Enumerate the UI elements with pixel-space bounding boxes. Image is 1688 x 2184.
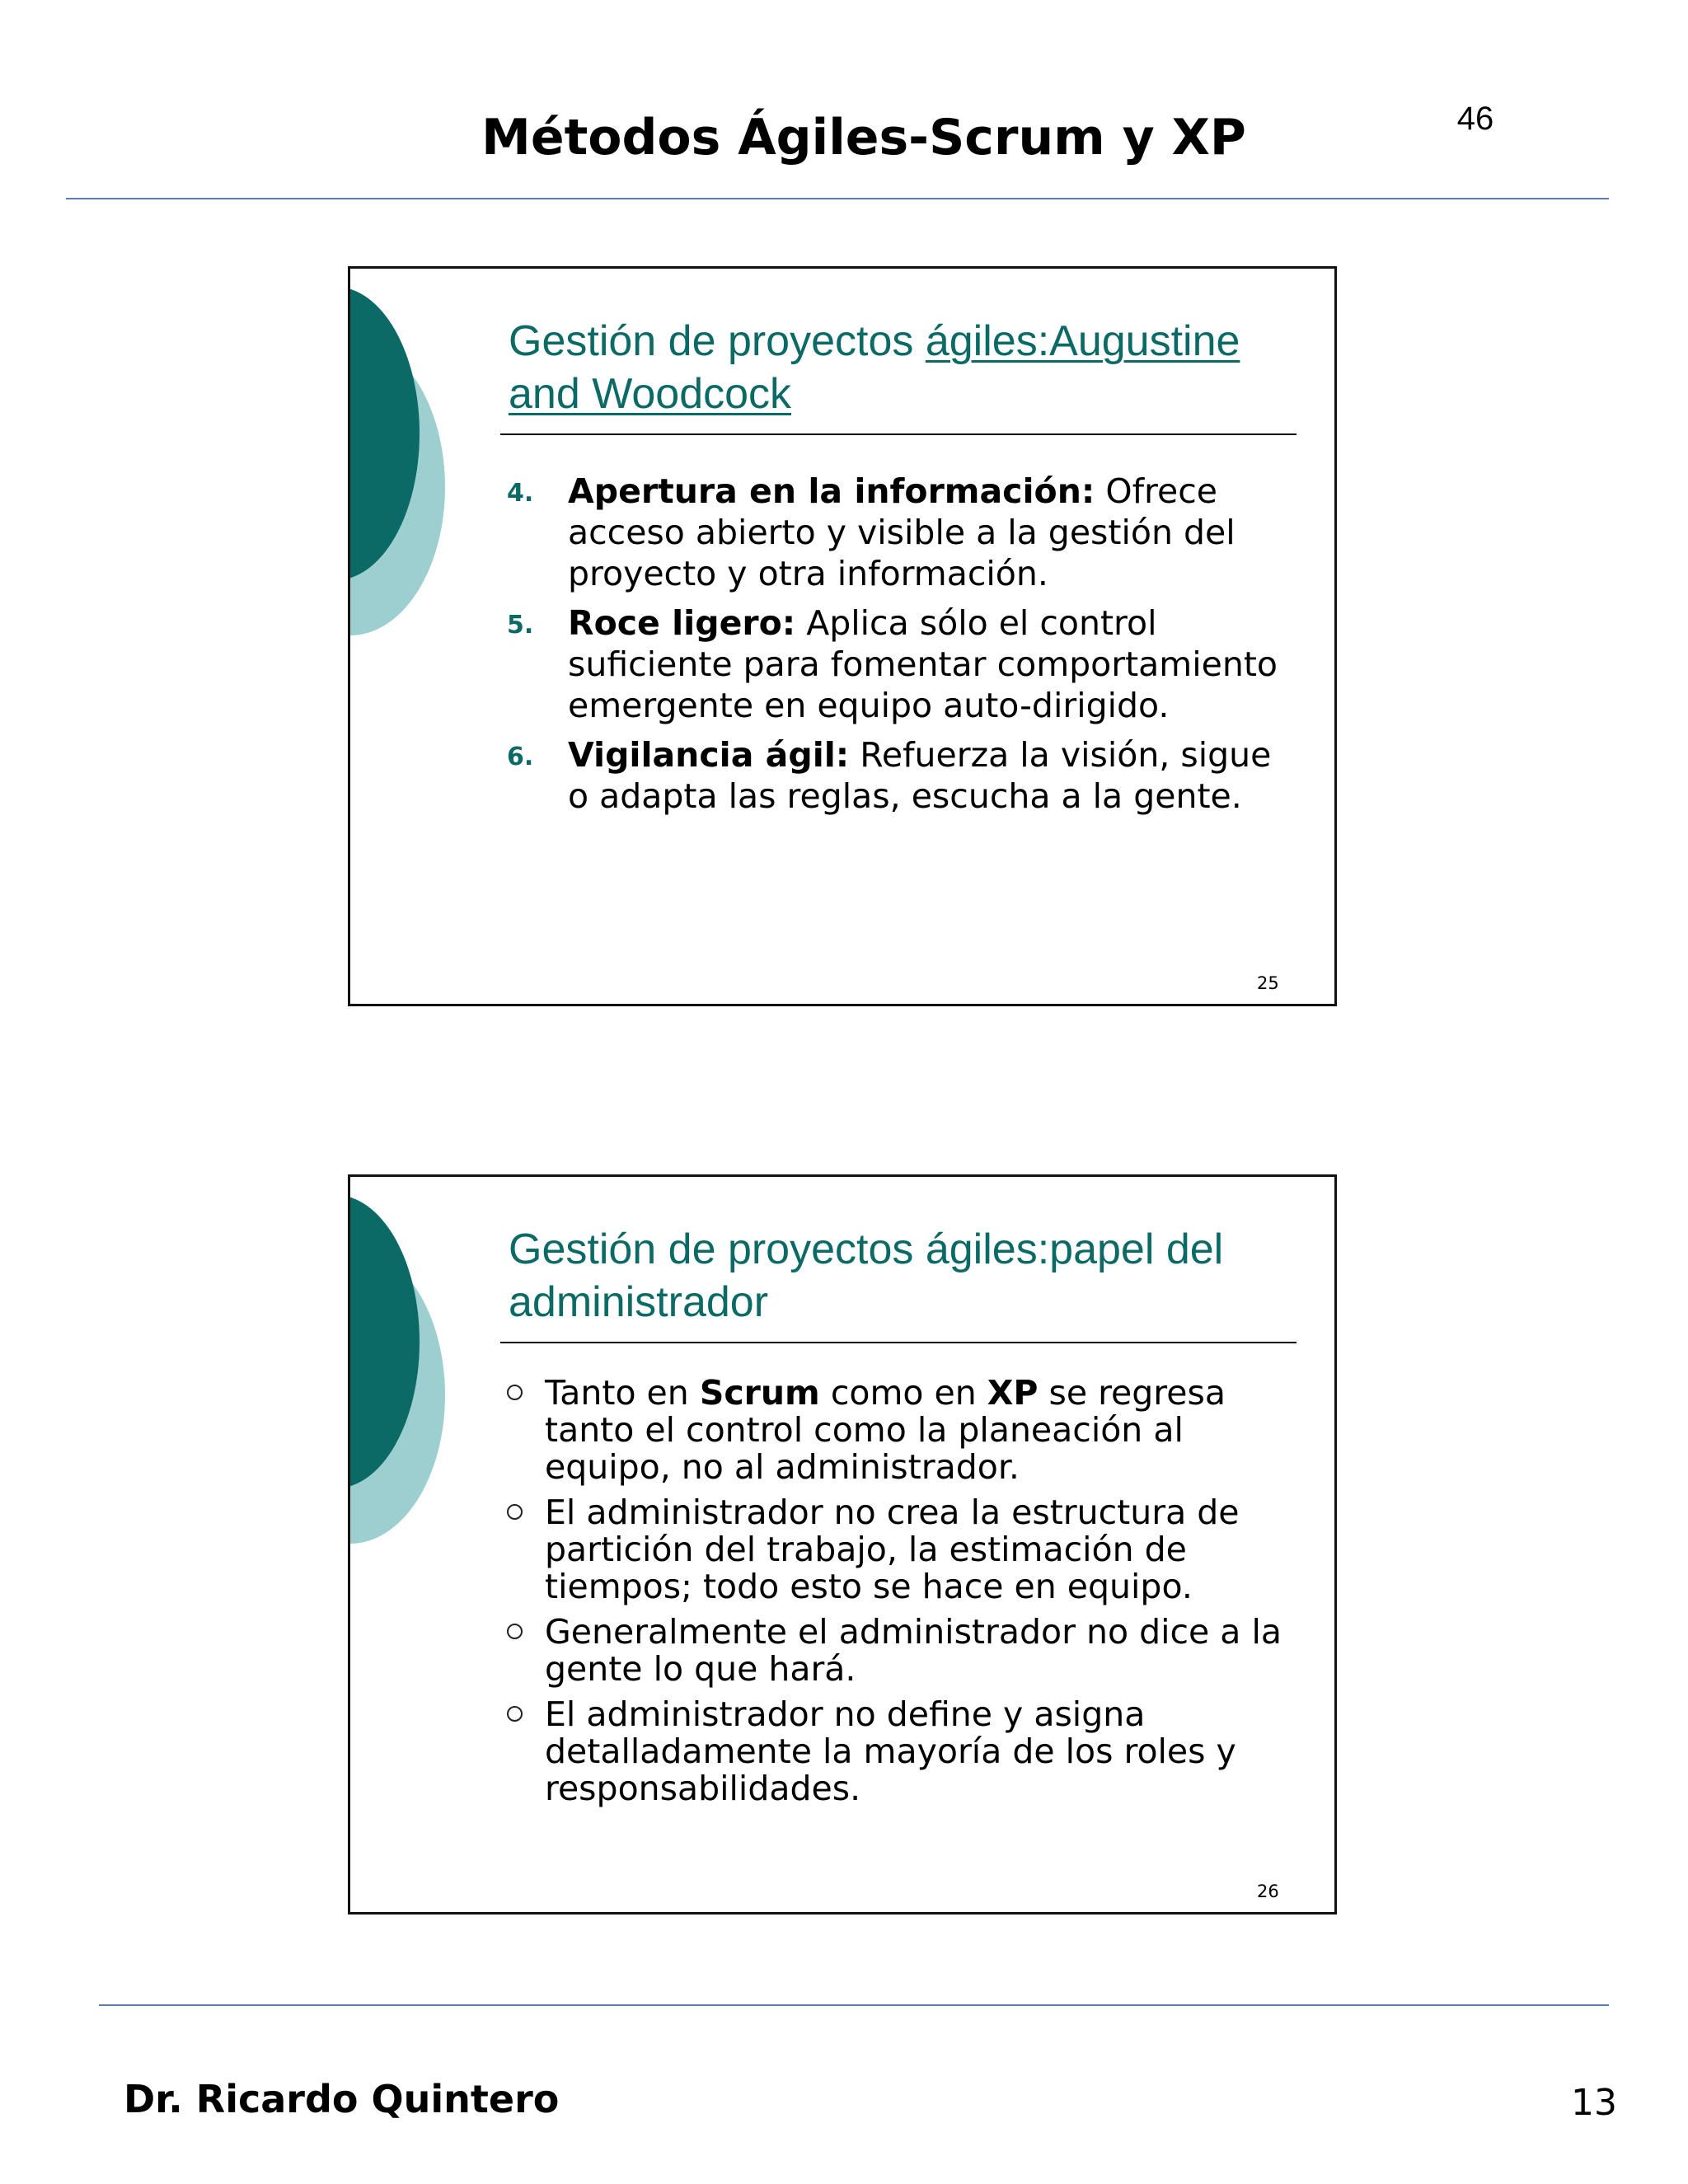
- page-number: 46: [1456, 101, 1494, 137]
- bullet-circle-icon: [507, 1504, 523, 1520]
- numbered-list: [507, 471, 1298, 825]
- list-item: El administrador no crea la estructura de partición del trabajo, la estimación de tiempos; todo esto se hace en equipo.: [507, 1494, 1298, 1605]
- list-item: 4. Apertura en la información: Ofrece acceso abierto y visible a la gestión del proyecto y otra información.: [507, 471, 1236, 593]
- list-item: 5. Roce ligero: Aplica sólo el control suficiente para fomentar comportamiento emergente en equipo auto-dirigido.: [507, 603, 1278, 725]
- page-title: Métodos Ágiles-Scrum y XP: [481, 109, 1246, 166]
- list-item: 6. Vigilancia ágil: Refuerza la visión, sigue o adapta las reglas, escucha a la gente.: [507, 735, 1272, 816]
- slide-title: Gestión de proyectos ágiles:papel del administrador: [509, 1226, 1224, 1326]
- bullet-circle-icon: [507, 1624, 523, 1639]
- slide-26: [348, 1174, 1337, 1915]
- slide-25: [348, 266, 1337, 1006]
- list-item: Generalmente el administrador no dice a la gente lo que hará.: [507, 1614, 1298, 1688]
- list-item: Tanto en Scrum como en XP se regresa tanto el control como la planeación al equipo, no al administrador.: [507, 1375, 1298, 1486]
- slide-title-divider: [500, 434, 1296, 435]
- slide-decoration-icon: [350, 1177, 466, 1589]
- bullet-circle-icon: [507, 1385, 523, 1400]
- item-number: 6.: [507, 743, 534, 771]
- footer-divider: [99, 2004, 1609, 2006]
- slide-title: Gestión de proyectos ágiles:Augustine and Woodcock: [509, 317, 1240, 418]
- list-item: El administrador no define y asigna detalladamente la mayoría de los roles y responsabilidades.: [507, 1696, 1298, 1807]
- slide-title-divider: [500, 1342, 1296, 1343]
- header-divider: [66, 198, 1609, 199]
- item-number: 5.: [507, 611, 534, 640]
- slide-number: 26: [1257, 1882, 1279, 1901]
- footer-author: Dr. Ricardo Quintero: [124, 2077, 560, 2121]
- slide-decoration-icon: [350, 269, 466, 681]
- item-number: 4.: [507, 479, 534, 508]
- bullet-list: [507, 1375, 1298, 1816]
- slide-number: 25: [1257, 973, 1279, 993]
- bullet-circle-icon: [507, 1706, 523, 1722]
- footer-page-number: 13: [1571, 2082, 1617, 2124]
